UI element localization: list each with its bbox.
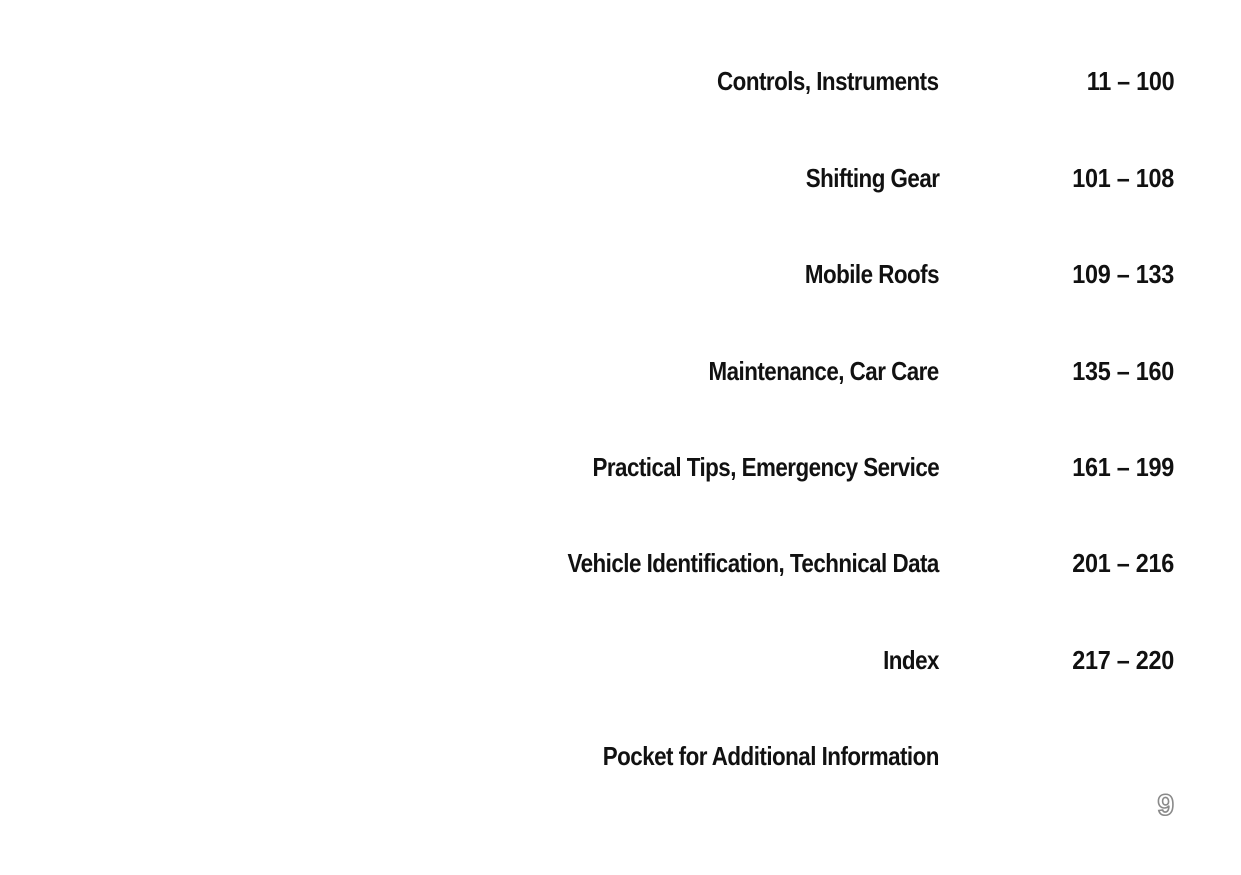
toc-entry-title: Vehicle Identification, Technical Data [567, 548, 939, 578]
toc-entry-pages: 201 – 216 [1072, 548, 1174, 578]
toc-entry-shifting-gear[interactable] [0, 158, 1241, 198]
toc-entry-pages: 101 – 108 [1072, 163, 1174, 193]
toc-entry-pages: 161 – 199 [1072, 452, 1174, 482]
toc-entry-title: Maintenance, Car Care [708, 356, 939, 386]
toc-entry-maintenance-car-care[interactable] [0, 351, 1241, 391]
toc-entry-controls-instruments[interactable] [0, 61, 1241, 101]
toc-entry-title: Practical Tips, Emergency Service [592, 452, 939, 482]
toc-entry-title: Mobile Roofs [804, 259, 939, 289]
toc-entry-vehicle-identification[interactable] [0, 543, 1241, 583]
toc-entry-index[interactable] [0, 640, 1241, 680]
toc-entry-title: Shifting Gear [805, 163, 939, 193]
toc-entry-title: Controls, Instruments [717, 66, 939, 96]
toc-entry-title: Index [883, 645, 939, 675]
page-number: 9 [1157, 789, 1174, 822]
toc-entry-pocket-additional-information[interactable] [0, 736, 1241, 776]
toc-entry-pages: 135 – 160 [1072, 356, 1174, 386]
toc-entry-pages: 217 – 220 [1072, 645, 1174, 675]
toc-entry-title: Pocket for Additional Information [602, 741, 939, 771]
toc-entry-mobile-roofs[interactable] [0, 254, 1241, 294]
toc-entry-pages: 109 – 133 [1072, 259, 1174, 289]
toc-entry-practical-tips[interactable] [0, 447, 1241, 487]
toc-entry-pages: 11 – 100 [1086, 66, 1174, 96]
